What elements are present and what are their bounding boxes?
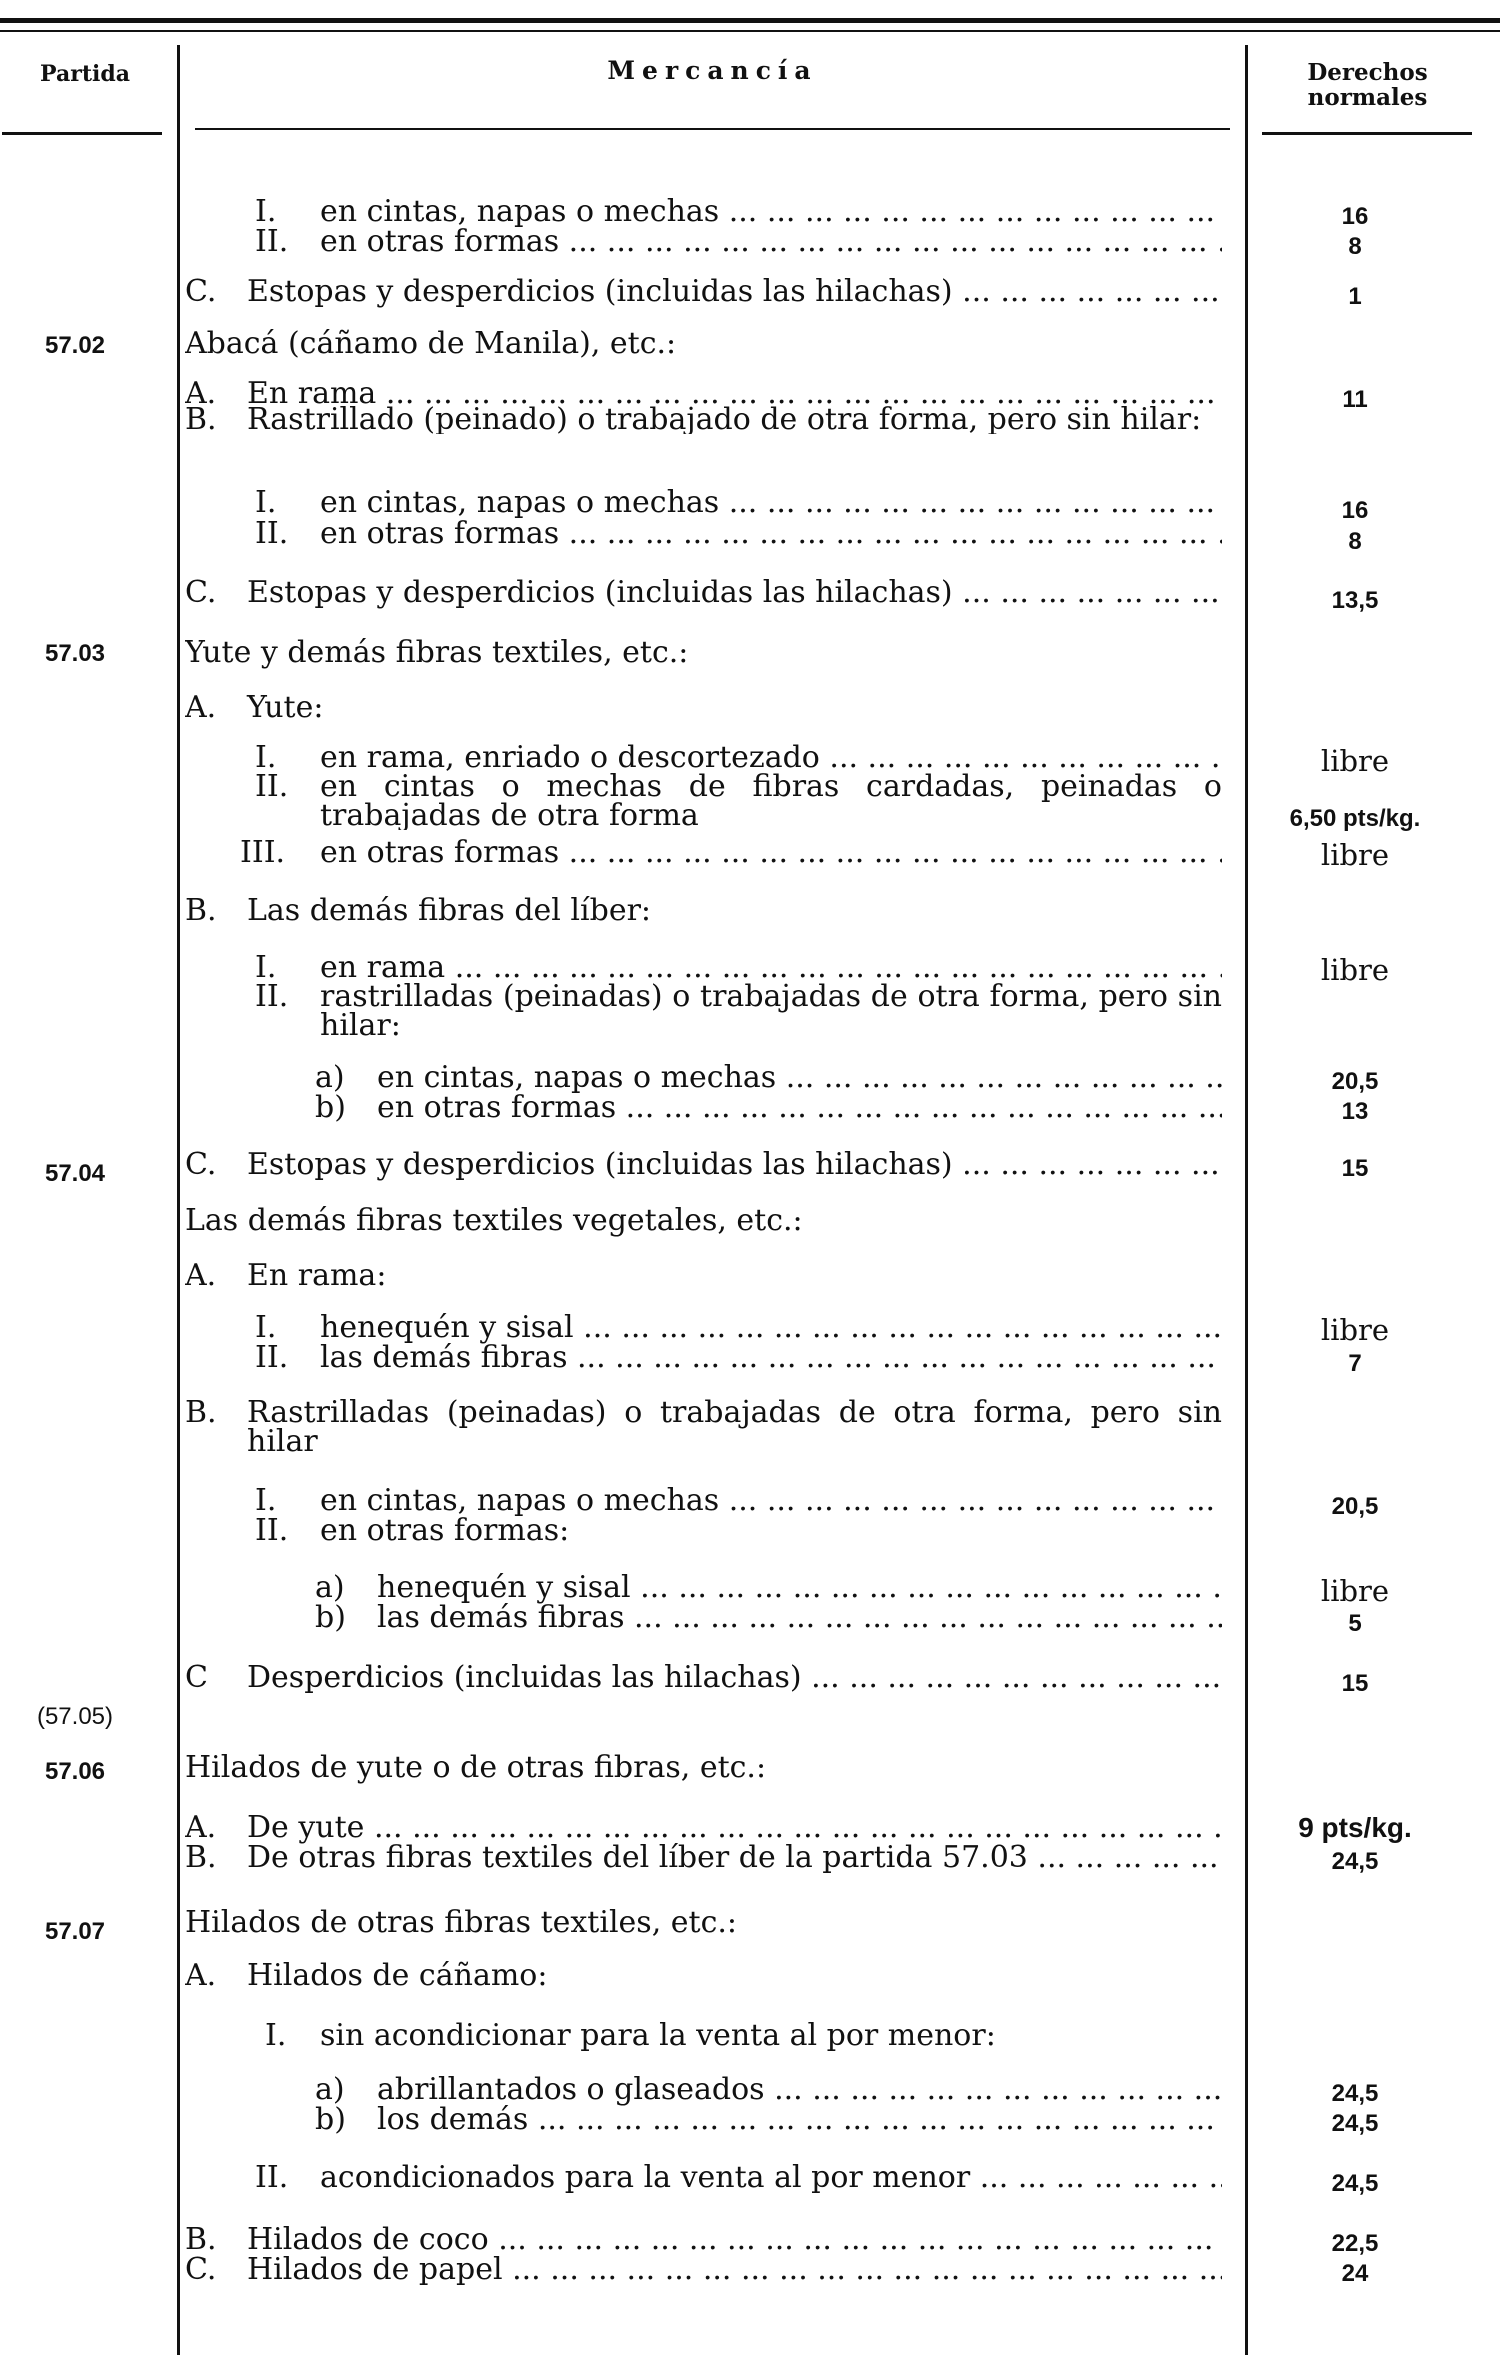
rate-value: libre xyxy=(1320,953,1390,987)
merch-row xyxy=(240,835,1222,871)
row-text: abrillantados o glaseados xyxy=(377,2072,765,2107)
rate-value: 20,5 xyxy=(1331,1068,1379,1095)
row-text: en otras formas xyxy=(320,516,560,551)
merch-row xyxy=(185,1840,1222,1876)
row-text: Desperdicios (incluidas las hilachas) xyxy=(247,1660,802,1695)
row-text: Rastrillado (peinado) o trabajado de otra forma, pero sin hilar: xyxy=(247,405,1202,434)
rate-value: 24,5 xyxy=(1331,2080,1379,2107)
row-marker: C. xyxy=(185,575,217,610)
header-underline-derechos xyxy=(1262,132,1472,135)
rate-value: 13,5 xyxy=(1331,587,1379,614)
row-marker: I. xyxy=(255,485,277,520)
row-text: henequén y sisal xyxy=(377,1570,631,1605)
row-marker: C. xyxy=(185,2252,217,2287)
row-text: en otras formas xyxy=(320,224,560,259)
row-text: De otras fibras textiles del líber de la partida 57.03 xyxy=(247,1840,1028,1875)
header-mercancia: Mercancía xyxy=(607,56,818,85)
merch-row xyxy=(185,1660,1222,1696)
rate-value: 8 xyxy=(1348,528,1362,555)
rate-value: 1 xyxy=(1348,283,1362,310)
row-marker: b) xyxy=(315,1090,346,1125)
merch-row xyxy=(185,1398,1222,1456)
partida-code: 57.06 xyxy=(44,1758,106,1785)
rate-value: 16 xyxy=(1341,497,1369,524)
row-marker: I. xyxy=(255,1310,277,1345)
rate-value: 11 xyxy=(1342,386,1368,413)
row-marker: I. xyxy=(255,1483,277,1518)
row-text: en cintas, napas o mechas xyxy=(320,1483,720,1518)
row-text: en cintas o mechas de fibras cardadas, peinadas o trabajadas de otra forma xyxy=(320,772,1222,830)
header-underline-partida xyxy=(2,132,162,135)
rate-value: 22,5 xyxy=(1331,2230,1379,2257)
row-text: sin acondicionar para la venta al por menor: xyxy=(320,2018,996,2053)
merch-row xyxy=(185,1258,386,1294)
rate-value: 20,5 xyxy=(1331,1493,1379,1520)
rate-value: libre xyxy=(1320,744,1390,778)
rate-value: 15 xyxy=(1341,1155,1369,1182)
row-text: los demás xyxy=(377,2102,529,2137)
partida-code: 57.03 xyxy=(44,640,106,667)
row-marker: II. xyxy=(255,516,289,551)
rate-value: 13 xyxy=(1341,1098,1369,1125)
merch-row xyxy=(255,950,1222,986)
row-text: Las demás fibras del líber: xyxy=(247,893,652,928)
merch-row xyxy=(185,575,1222,611)
row-text: Yute y demás fibras textiles, etc.: xyxy=(185,635,689,670)
merch-row xyxy=(315,2102,1222,2138)
row-marker: B. xyxy=(185,2222,217,2257)
row-marker: b) xyxy=(315,1600,346,1635)
row-marker: b) xyxy=(315,2102,346,2137)
rate-value: libre xyxy=(1320,838,1390,872)
row-marker: B. xyxy=(185,405,217,434)
merch-row xyxy=(185,1750,766,1786)
rate-value: 15 xyxy=(1341,1670,1369,1697)
merch-row xyxy=(315,1090,1222,1126)
right-column-divider xyxy=(1245,45,1248,2355)
merch-row xyxy=(255,224,1222,260)
top-rule-thin xyxy=(0,30,1500,32)
row-text: rastrilladas (peinadas) o trabajadas de otra forma, pero sin hilar: xyxy=(320,982,1222,1040)
row-marker: C xyxy=(185,1660,208,1695)
merch-row xyxy=(185,635,688,671)
header-underline-mercancia xyxy=(195,128,1230,130)
row-marker: II. xyxy=(255,1513,289,1548)
rate-value: 8 xyxy=(1348,233,1362,260)
merch-row xyxy=(185,690,323,726)
row-marker: a) xyxy=(315,1570,345,1605)
row-marker: III. xyxy=(240,835,286,870)
row-text: las demás fibras xyxy=(320,1340,568,1375)
merch-row xyxy=(185,326,676,362)
row-text: Hilados de yute o de otras fibras, etc.: xyxy=(185,1750,767,1785)
row-text: en otras formas xyxy=(377,1090,617,1125)
row-marker: B. xyxy=(185,893,217,928)
row-text: Rastrilladas (peinadas) o trabajadas de otra forma, pero sin hilar xyxy=(247,1398,1222,1456)
rate-value: 24,5 xyxy=(1331,2170,1379,2197)
row-marker: II. xyxy=(255,1340,289,1375)
row-marker: I. xyxy=(255,950,277,985)
partida-code: 57.02 xyxy=(44,332,106,359)
row-text: Hilados de papel xyxy=(247,2252,503,2287)
rate-value: 6,50 pts/kg. xyxy=(1289,805,1421,832)
row-marker: II. xyxy=(255,2160,289,2195)
row-text: Abacá (cáñamo de Manila), etc.: xyxy=(185,326,677,361)
row-marker: B. xyxy=(185,1398,217,1430)
row-text: Estopas y desperdicios (incluidas las hilachas) xyxy=(247,1147,953,1182)
rate-value: 24,5 xyxy=(1331,1848,1379,1875)
row-text: En rama: xyxy=(247,1258,387,1293)
row-marker: II. xyxy=(255,224,289,259)
merch-row xyxy=(185,1147,1222,1183)
merch-row xyxy=(185,405,1222,434)
row-marker: I. xyxy=(255,740,277,775)
partida-code: (57.05) xyxy=(36,1703,114,1730)
row-marker: A. xyxy=(185,1958,217,1993)
row-text: las demás fibras xyxy=(377,1600,625,1635)
row-text: en rama, enriado o descortezado xyxy=(320,740,820,775)
rate-value: 16 xyxy=(1341,203,1369,230)
rate-value: 7 xyxy=(1348,1350,1362,1377)
row-marker: A. xyxy=(185,1810,217,1845)
row-marker: a) xyxy=(315,1060,345,1095)
rate-value: libre xyxy=(1320,1574,1390,1608)
row-text: henequén y sisal xyxy=(320,1310,574,1345)
row-marker: C. xyxy=(185,274,217,309)
header-derechos: Derechos normales xyxy=(1307,59,1428,111)
row-text: en cintas, napas o mechas xyxy=(320,194,720,229)
merch-row xyxy=(255,772,1222,830)
row-marker: a) xyxy=(315,2072,345,2107)
merch-row xyxy=(185,274,1222,310)
rate-value: 24 xyxy=(1341,2260,1369,2287)
row-text: en otras formas xyxy=(320,835,560,870)
row-marker: II. xyxy=(255,982,289,1014)
row-marker: A. xyxy=(185,376,217,411)
row-marker: I. xyxy=(255,194,277,229)
merch-row xyxy=(185,893,651,929)
merch-row xyxy=(255,2160,1222,2196)
row-text: en cintas, napas o mechas xyxy=(377,1060,777,1095)
row-text: en rama xyxy=(320,950,446,985)
row-text: Hilados de cáñamo: xyxy=(247,1958,548,1993)
row-text: Hilados de coco xyxy=(247,2222,489,2257)
top-rule-thick xyxy=(0,18,1500,23)
row-text: De yute xyxy=(247,1810,365,1845)
merch-row xyxy=(255,1340,1222,1376)
merch-row xyxy=(185,1203,803,1239)
row-marker: A. xyxy=(185,1258,217,1293)
row-text: acondicionados para la venta al por menor xyxy=(320,2160,971,2195)
row-text: Estopas y desperdicios (incluidas las hilachas) xyxy=(247,575,953,610)
row-text: Hilados de otras fibras textiles, etc.: xyxy=(185,1905,738,1940)
rate-value: 9 pts/kg. xyxy=(1298,1812,1412,1843)
merch-row xyxy=(185,2252,1222,2288)
row-text: Estopas y desperdicios (incluidas las hilachas) xyxy=(247,274,953,309)
merch-row xyxy=(185,1958,547,1994)
row-text: Yute: xyxy=(247,690,324,725)
rate-value: 5 xyxy=(1348,1610,1362,1637)
merch-row xyxy=(255,516,1222,552)
partida-code: 57.07 xyxy=(44,1918,106,1945)
partida-code: 57.04 xyxy=(44,1160,106,1187)
row-text: en cintas, napas o mechas xyxy=(320,485,720,520)
header-partida: Partida xyxy=(40,61,130,87)
row-text: En rama xyxy=(247,376,377,411)
merch-row xyxy=(265,2018,996,2054)
merch-row xyxy=(255,982,1222,1040)
row-marker: II. xyxy=(255,772,289,804)
row-marker: A. xyxy=(185,690,217,725)
rate-value: 24,5 xyxy=(1331,2110,1379,2137)
row-marker: I. xyxy=(265,2018,287,2053)
row-marker: C. xyxy=(185,1147,217,1182)
merch-row xyxy=(255,1513,569,1549)
merch-row xyxy=(255,740,1222,776)
row-text: Las demás fibras textiles vegetales, etc.: xyxy=(185,1203,803,1238)
merch-row xyxy=(315,1600,1222,1636)
row-marker: B. xyxy=(185,1840,217,1875)
merch-row xyxy=(185,1905,737,1941)
rate-value: libre xyxy=(1320,1313,1390,1347)
left-column-divider xyxy=(177,45,180,2355)
row-text: en otras formas: xyxy=(320,1513,570,1548)
